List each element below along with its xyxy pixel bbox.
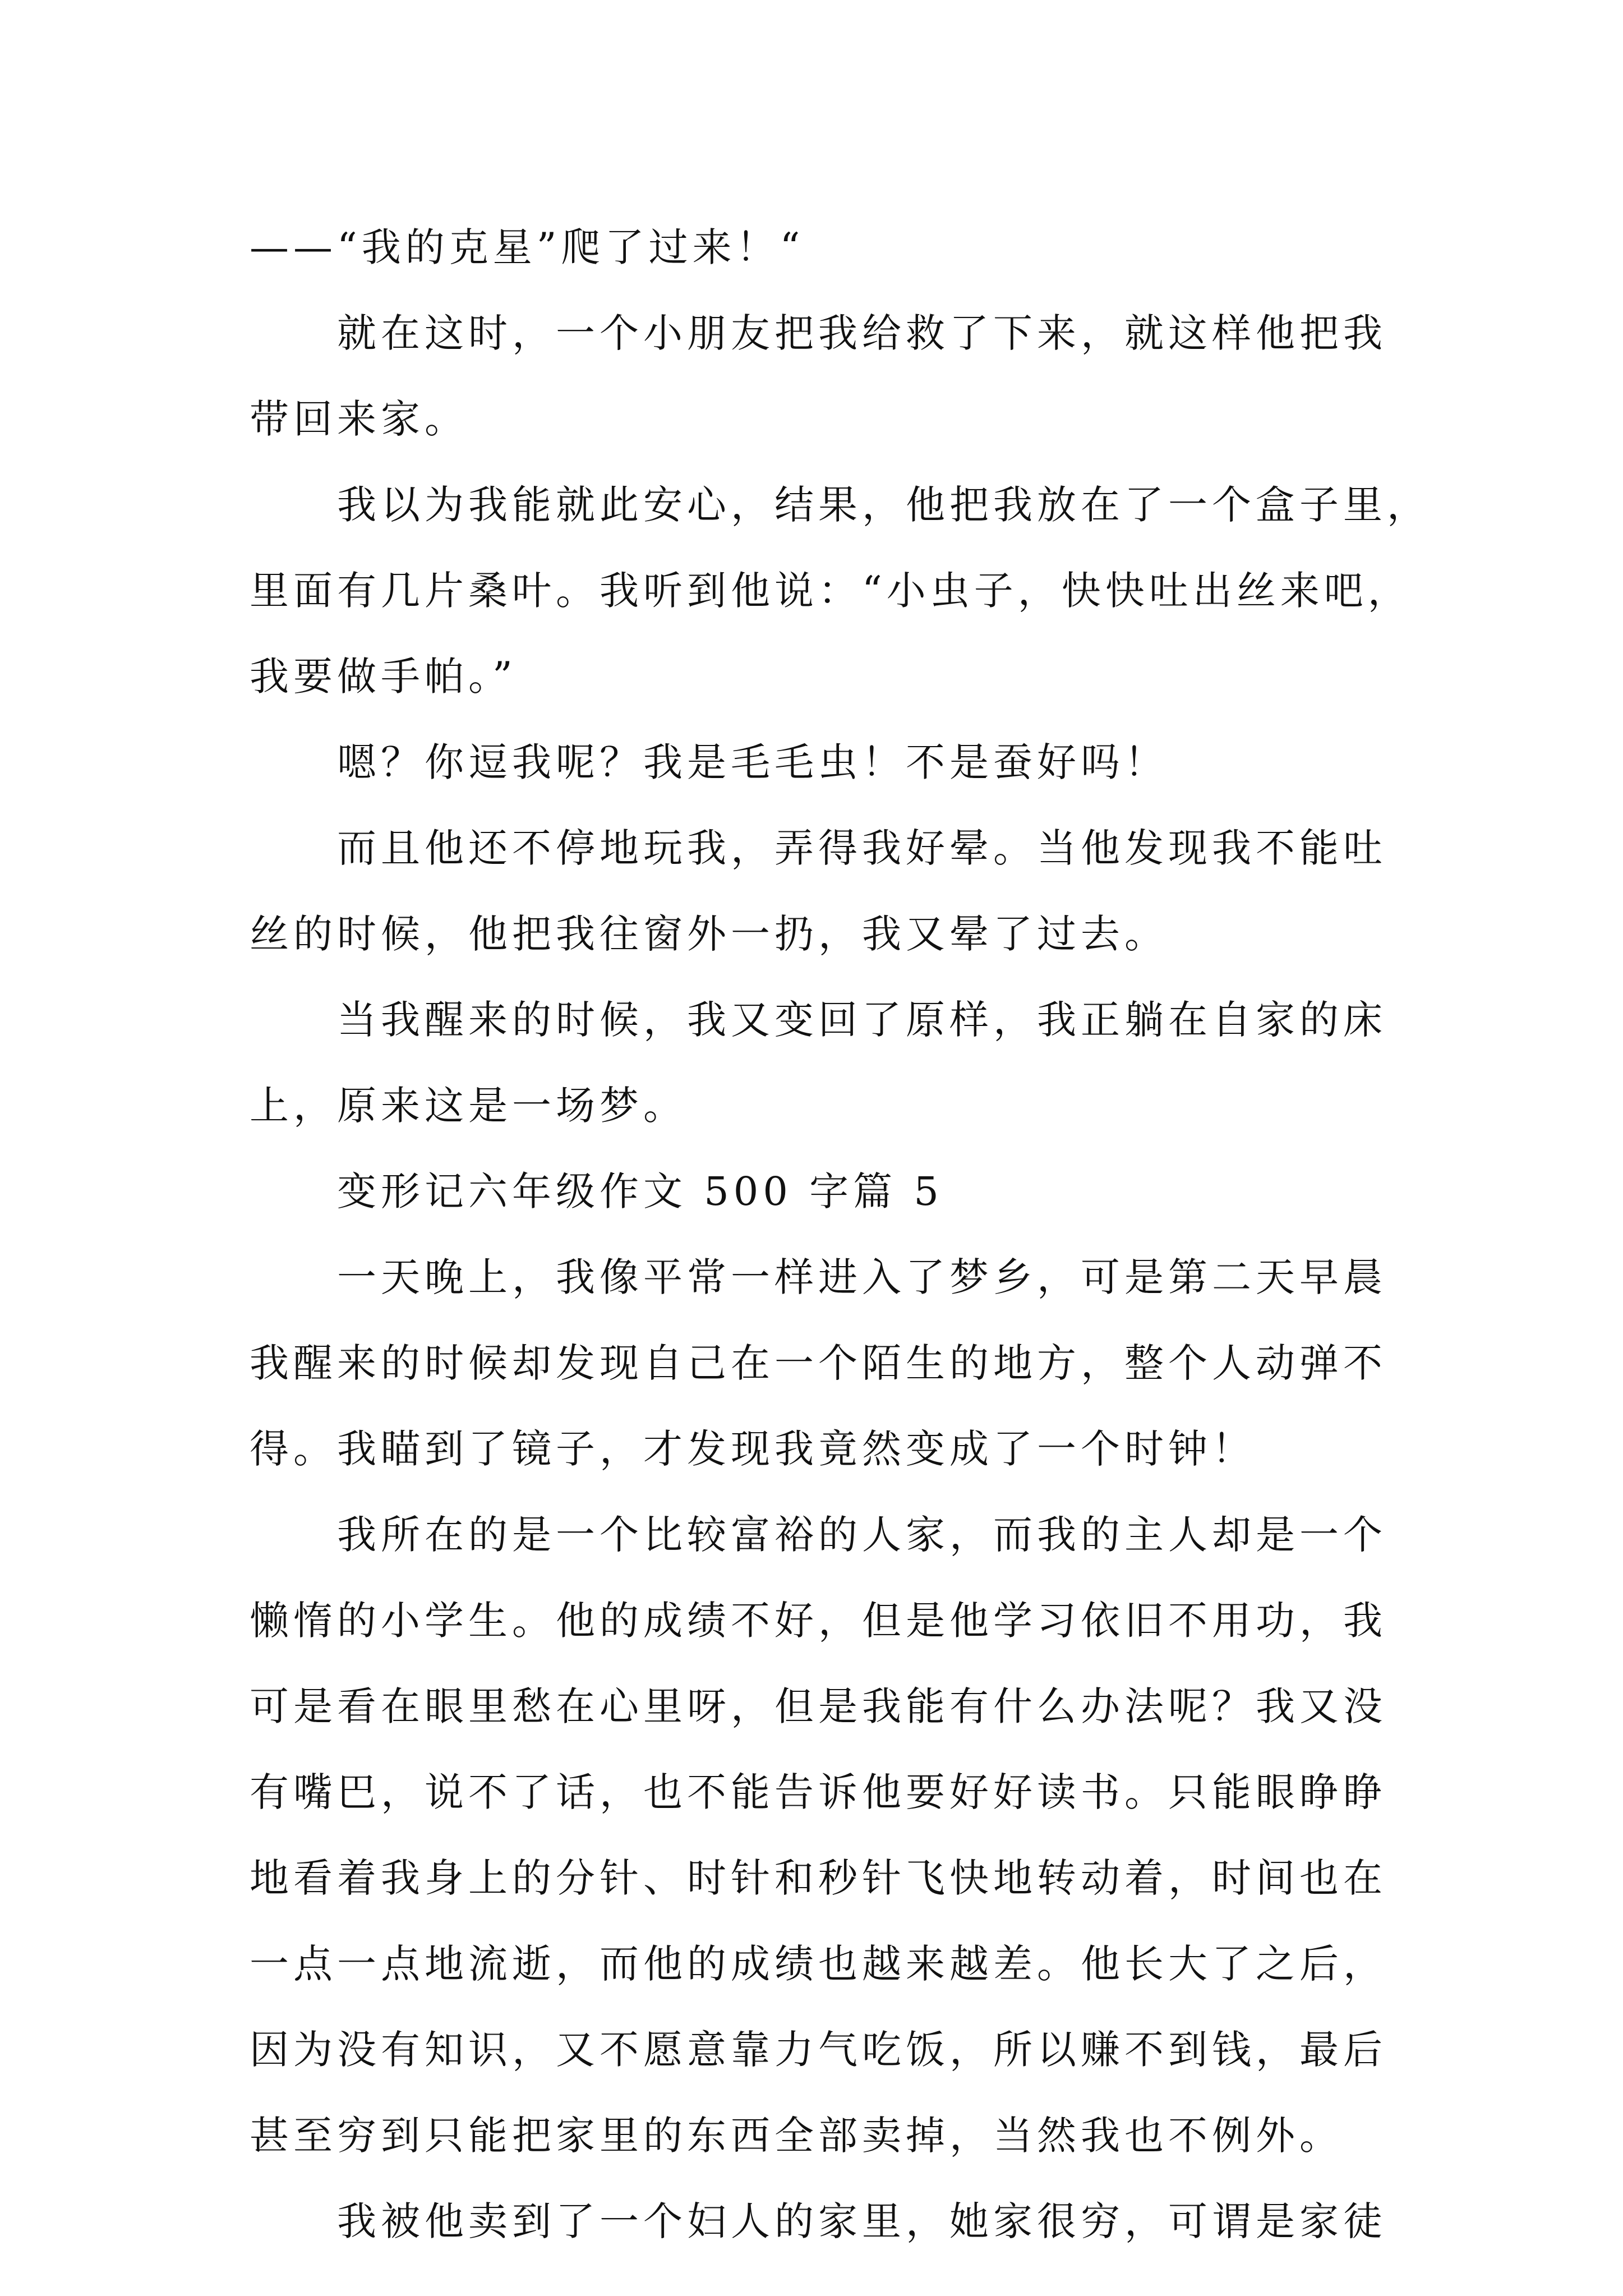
text-line: 里面有几片桑叶。我听到他说：“小虫子，快快吐出丝来吧， (250, 568, 1412, 614)
text-line: 有嘴巴，说不了话，也不能告诉他要好好读书。只能眼睁睁 (250, 1769, 1387, 1815)
text-line: 丝的时候，他把我往窗外一扔，我又晕了过去。 (250, 911, 1168, 957)
text-line: 我醒来的时候却发现自己在一个陌生的地方，整个人动弹不 (250, 1340, 1387, 1386)
text-line: 甚至穷到只能把家里的东西全部卖掉，当然我也不例外。 (250, 2113, 1343, 2159)
paragraph-first-line: 当我醒来的时候，我又变回了原样，我正躺在自家的床 (337, 997, 1387, 1043)
text-line: 我要做手帕。” (250, 654, 517, 700)
text-line: 带回来家。 (250, 396, 468, 442)
text-line: 懒惰的小学生。他的成绩不好，但是他学习依旧不用功，我 (250, 1598, 1387, 1644)
text-line: 地看着我身上的分针、时针和秒针飞快地转动着，时间也在 (250, 1855, 1387, 1901)
text-line: 上，原来这是一场梦。 (250, 1083, 687, 1129)
paragraph-first-line: 我被他卖到了一个妇人的家里，她家很穷，可谓是家徒 (337, 2198, 1387, 2244)
text-line: 因为没有知识，又不愿意靠力气吃饭，所以赚不到钱，最后 (250, 2027, 1387, 2073)
text-line: 得。我瞄到了镜子，才发现我竟然变成了一个时钟！ (250, 1426, 1256, 1472)
paragraph-first-line: 我以为我能就此安心，结果，他把我放在了一个盒子里， (337, 482, 1431, 528)
text-line: ——“我的克星”爬了过来！“ (250, 224, 805, 270)
document-page (250, 205, 1431, 2265)
text-line: 可是看在眼里愁在心里呀，但是我能有什么办法呢？我又没 (250, 1683, 1387, 1729)
paragraph-first-line: 一天晚上，我像平常一样进入了梦乡，可是第二天早晨 (337, 1254, 1387, 1300)
paragraph-first-line: 就在这时，一个小朋友把我给救了下来，就这样他把我 (337, 310, 1387, 356)
paragraph-first-line: 嗯？你逗我呢？我是毛毛虫！不是蚕好吗！ (337, 739, 1168, 785)
paragraph-first-line: 我所在的是一个比较富裕的人家，而我的主人却是一个 (337, 1512, 1387, 1558)
paragraph-first-line: 而且他还不停地玩我，弄得我好晕。当他发现我不能吐 (337, 825, 1387, 871)
section-heading: 变形记六年级作文 500 字篇 5 (337, 1168, 943, 1214)
text-line: 一点一点地流逝，而他的成绩也越来越差。他长大了之后， (250, 1941, 1387, 1987)
